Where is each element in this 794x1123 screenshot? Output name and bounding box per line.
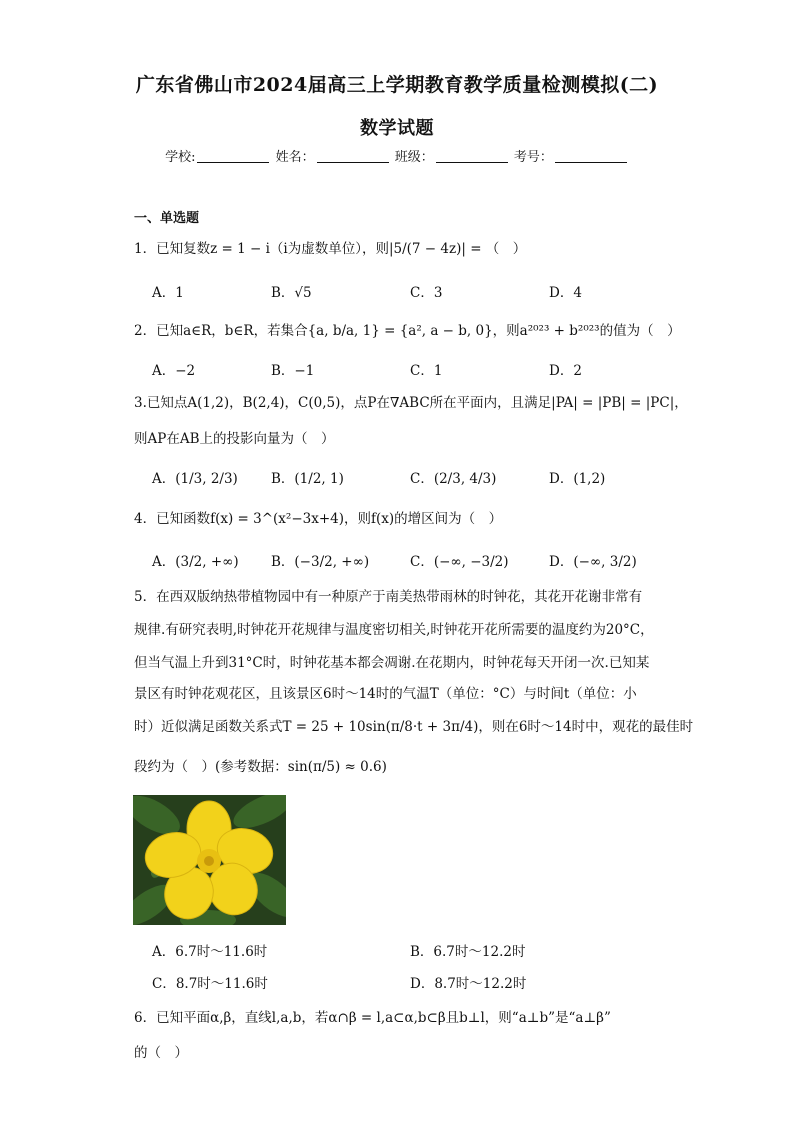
question-5-line-5: 时）近似满足函数关系式T = 25 + 10sin(π/8·t + 3π/4)，则在6时～14时中，观花的最佳时 <box>134 719 694 735</box>
question-4: 4．已知函数f(x) = 3^(x²−3x+4)，则f(x)的增区间为（ ） <box>134 511 503 527</box>
class-blank[interactable] <box>436 150 508 163</box>
q5-option-c: C．8.7时～11.6时 <box>152 976 268 992</box>
question-3-line-1: 3.已知点A(1,2)，B(2,4)，C(0,5)，点P在∇ABC所在平面内，且满足|PA| = |PB| = |PC|， <box>134 395 688 411</box>
question-5-line-4: 景区有时钟花观花区，且该景区6时～14时的气温T（单位：°C）与时间t（单位：小 <box>134 686 637 702</box>
q2-option-a: A．−2 <box>152 363 196 379</box>
question-1: 1．已知复数z = 1 − i（i为虚数单位），则|5/(7 − 4z)| = （ ） <box>134 241 527 257</box>
q1-option-b: B．√5 <box>271 285 312 301</box>
question-5-line-1: 5．在西双版纳热带植物园中有一种原产于南美热带雨林的时钟花，其花开花谢非常有 <box>134 589 643 605</box>
q4-option-b: B．(−3/2, +∞) <box>271 554 370 570</box>
exam-title: 广东省佛山市2024届高三上学期教育教学质量检测模拟(二) <box>135 74 659 96</box>
q5-option-b: B．6.7时～12.2时 <box>410 944 526 960</box>
q5-option-d: D．8.7时～12.2时 <box>410 976 527 992</box>
clock-flower-image <box>133 795 286 925</box>
exam-subtitle: 数学试题 <box>360 118 434 139</box>
q3-option-c: C．(2/3, 4/3) <box>410 471 497 487</box>
q1-option-a: A．1 <box>152 285 184 301</box>
q2-option-d: D．2 <box>549 363 582 379</box>
flower-illustration <box>133 795 286 925</box>
question-5-line-3: 但当气温上升到31°C时，时钟花基本都会凋谢.在花期内，时钟花每天开闭一次.已知某 <box>134 655 650 671</box>
q2-option-b: B．−1 <box>271 363 315 379</box>
q4-option-d: D．(−∞, 3/2) <box>549 554 637 570</box>
school-label: 学校: <box>165 150 196 165</box>
question-5-line-6: 段约为（ ）(参考数据：sin(π/5) ≈ 0.6) <box>134 759 387 775</box>
q3-option-d: D．(1,2) <box>549 471 606 487</box>
question-6-line-2: 的（ ） <box>134 1045 188 1061</box>
exam-number-label: 考号： <box>513 150 553 165</box>
class-label: 班级： <box>394 150 434 165</box>
q4-option-c: C．(−∞, −3/2) <box>410 554 509 570</box>
question-5-line-2: 规律.有研究表明,时钟花开花规律与温度密切相关,时钟花开花所需要的温度约为20°C， <box>134 622 654 638</box>
q1-option-c: C．3 <box>410 285 443 301</box>
question-3-line-2: 则AP在AB上的投影向量为（ ） <box>134 431 335 447</box>
q1-option-d: D．4 <box>549 285 582 301</box>
name-label: 姓名： <box>275 150 315 165</box>
question-2: 2．已知a∈R，b∈R，若集合{a, b/a, 1} = {a², a − b, 0}，则a²⁰²³ + b²⁰²³的值为（ ） <box>134 323 681 339</box>
exam-number-blank[interactable] <box>555 150 627 163</box>
q4-option-a: A．(3/2, +∞) <box>152 554 239 570</box>
student-info-line <box>0 146 794 165</box>
question-6-line-1: 6．已知平面α,β，直线l,a,b，若α∩β = l,a⊂α,b⊂β且b⊥l，则“a⊥b”是“a⊥β” <box>134 1010 611 1026</box>
name-blank[interactable] <box>317 150 389 163</box>
q2-option-c: C．1 <box>410 363 443 379</box>
school-blank[interactable] <box>197 150 269 163</box>
section-heading: 一、单选题 <box>134 211 200 226</box>
q3-option-a: A．(1/3, 2/3) <box>152 471 238 487</box>
q5-option-a: A．6.7时～11.6时 <box>152 944 268 960</box>
q3-option-b: B．(1/2, 1) <box>271 471 344 487</box>
